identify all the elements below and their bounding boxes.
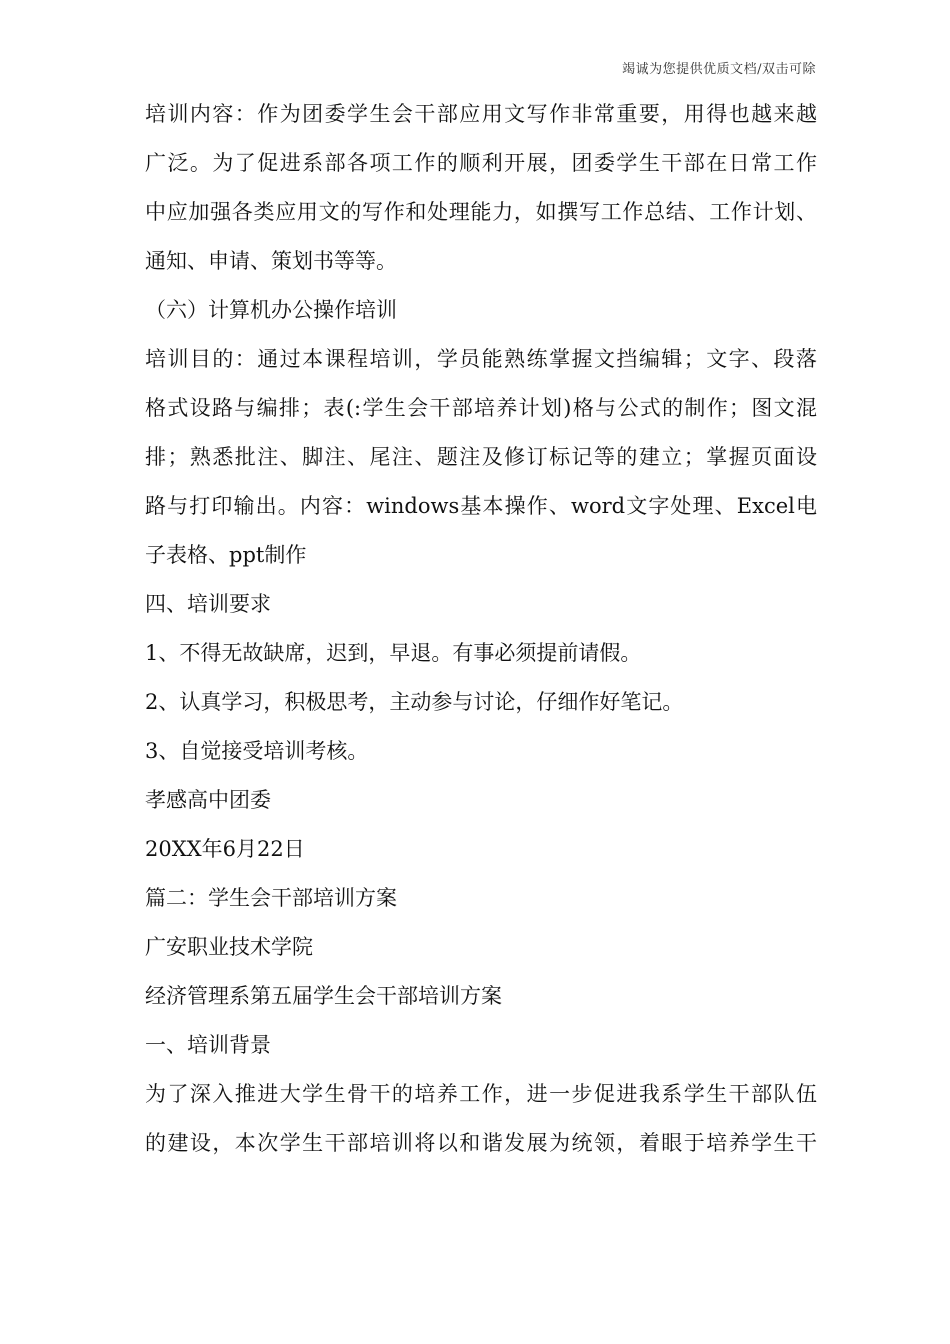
text-line: 广泛。为了促进系部各项工作的顺利开展，团委学生干部在日常工作 (145, 151, 817, 175)
text-line: 培训内容：作为团委学生会干部应用文写作非常重要，用得也越来越 (145, 102, 817, 126)
requirement-item-3 (145, 739, 817, 763)
text-line: 1、不得无故缺席，迟到，早退。有事必须提前请假。 (145, 641, 642, 665)
paragraph-writing-content (145, 102, 817, 273)
text-line: 通知、申请、策划书等等。 (145, 249, 397, 273)
school-name (145, 935, 817, 959)
text-line: 的建设，本次学生干部培训将以和谐发展为统领，着眼于培养学生干 (145, 1131, 817, 1155)
text-line: 一、培训背景 (145, 1033, 271, 1057)
section-heading-requirements (145, 592, 817, 616)
paragraph-background (145, 1082, 817, 1155)
chapter-heading-2 (145, 886, 817, 910)
signature-date (145, 837, 817, 861)
requirement-item-1 (145, 641, 817, 665)
text-line: 3、自觉接受培训考核。 (145, 739, 369, 763)
text-line: 排；熟悉批注、脚注、尾注、题注及修订标记等的建立；掌握页面设 (145, 445, 817, 469)
text-line: 中应加强各类应用文的写作和处理能力，如撰写工作总结、工作计划、 (145, 200, 817, 224)
signature-organization (145, 788, 817, 812)
document-body (145, 102, 817, 1180)
paragraph-computer-training (145, 347, 817, 567)
section-heading-computer-training (145, 298, 817, 322)
text-line: 广安职业技术学院 (145, 935, 313, 959)
text-line: 孝感高中团委 (145, 788, 271, 812)
text-line: 子表格、ppt制作 (145, 543, 307, 567)
text-line: 篇二：学生会干部培训方案 (145, 886, 397, 910)
text-line: 2、认真学习，积极思考，主动参与讨论，仔细作好笔记。 (145, 690, 684, 714)
text-line: 路与打印输出。内容：windows基本操作、word文字处理、Excel电 (145, 494, 817, 518)
text-line: 四、培训要求 (145, 592, 271, 616)
text-line: 培训目的：通过本课程培训，学员能熟练掌握文挡编辑；文字、段落 (145, 347, 817, 371)
header-note: 竭诚为您提供优质文档/双击可除 (622, 62, 816, 77)
requirement-item-2 (145, 690, 817, 714)
text-line: 格式设路与编排；表(:学生会干部培养计划)格与公式的制作；图文混 (145, 396, 817, 420)
text-line: 经济管理系第五届学生会干部培训方案 (145, 984, 502, 1008)
section-heading-background (145, 1033, 817, 1057)
plan-title (145, 984, 817, 1008)
text-line: （六）计算机办公操作培训 (145, 298, 397, 322)
text-line: 为了深入推进大学生骨干的培养工作，进一步促进我系学生干部队伍 (145, 1082, 817, 1106)
text-line: 20XX年6月22日 (145, 837, 305, 861)
